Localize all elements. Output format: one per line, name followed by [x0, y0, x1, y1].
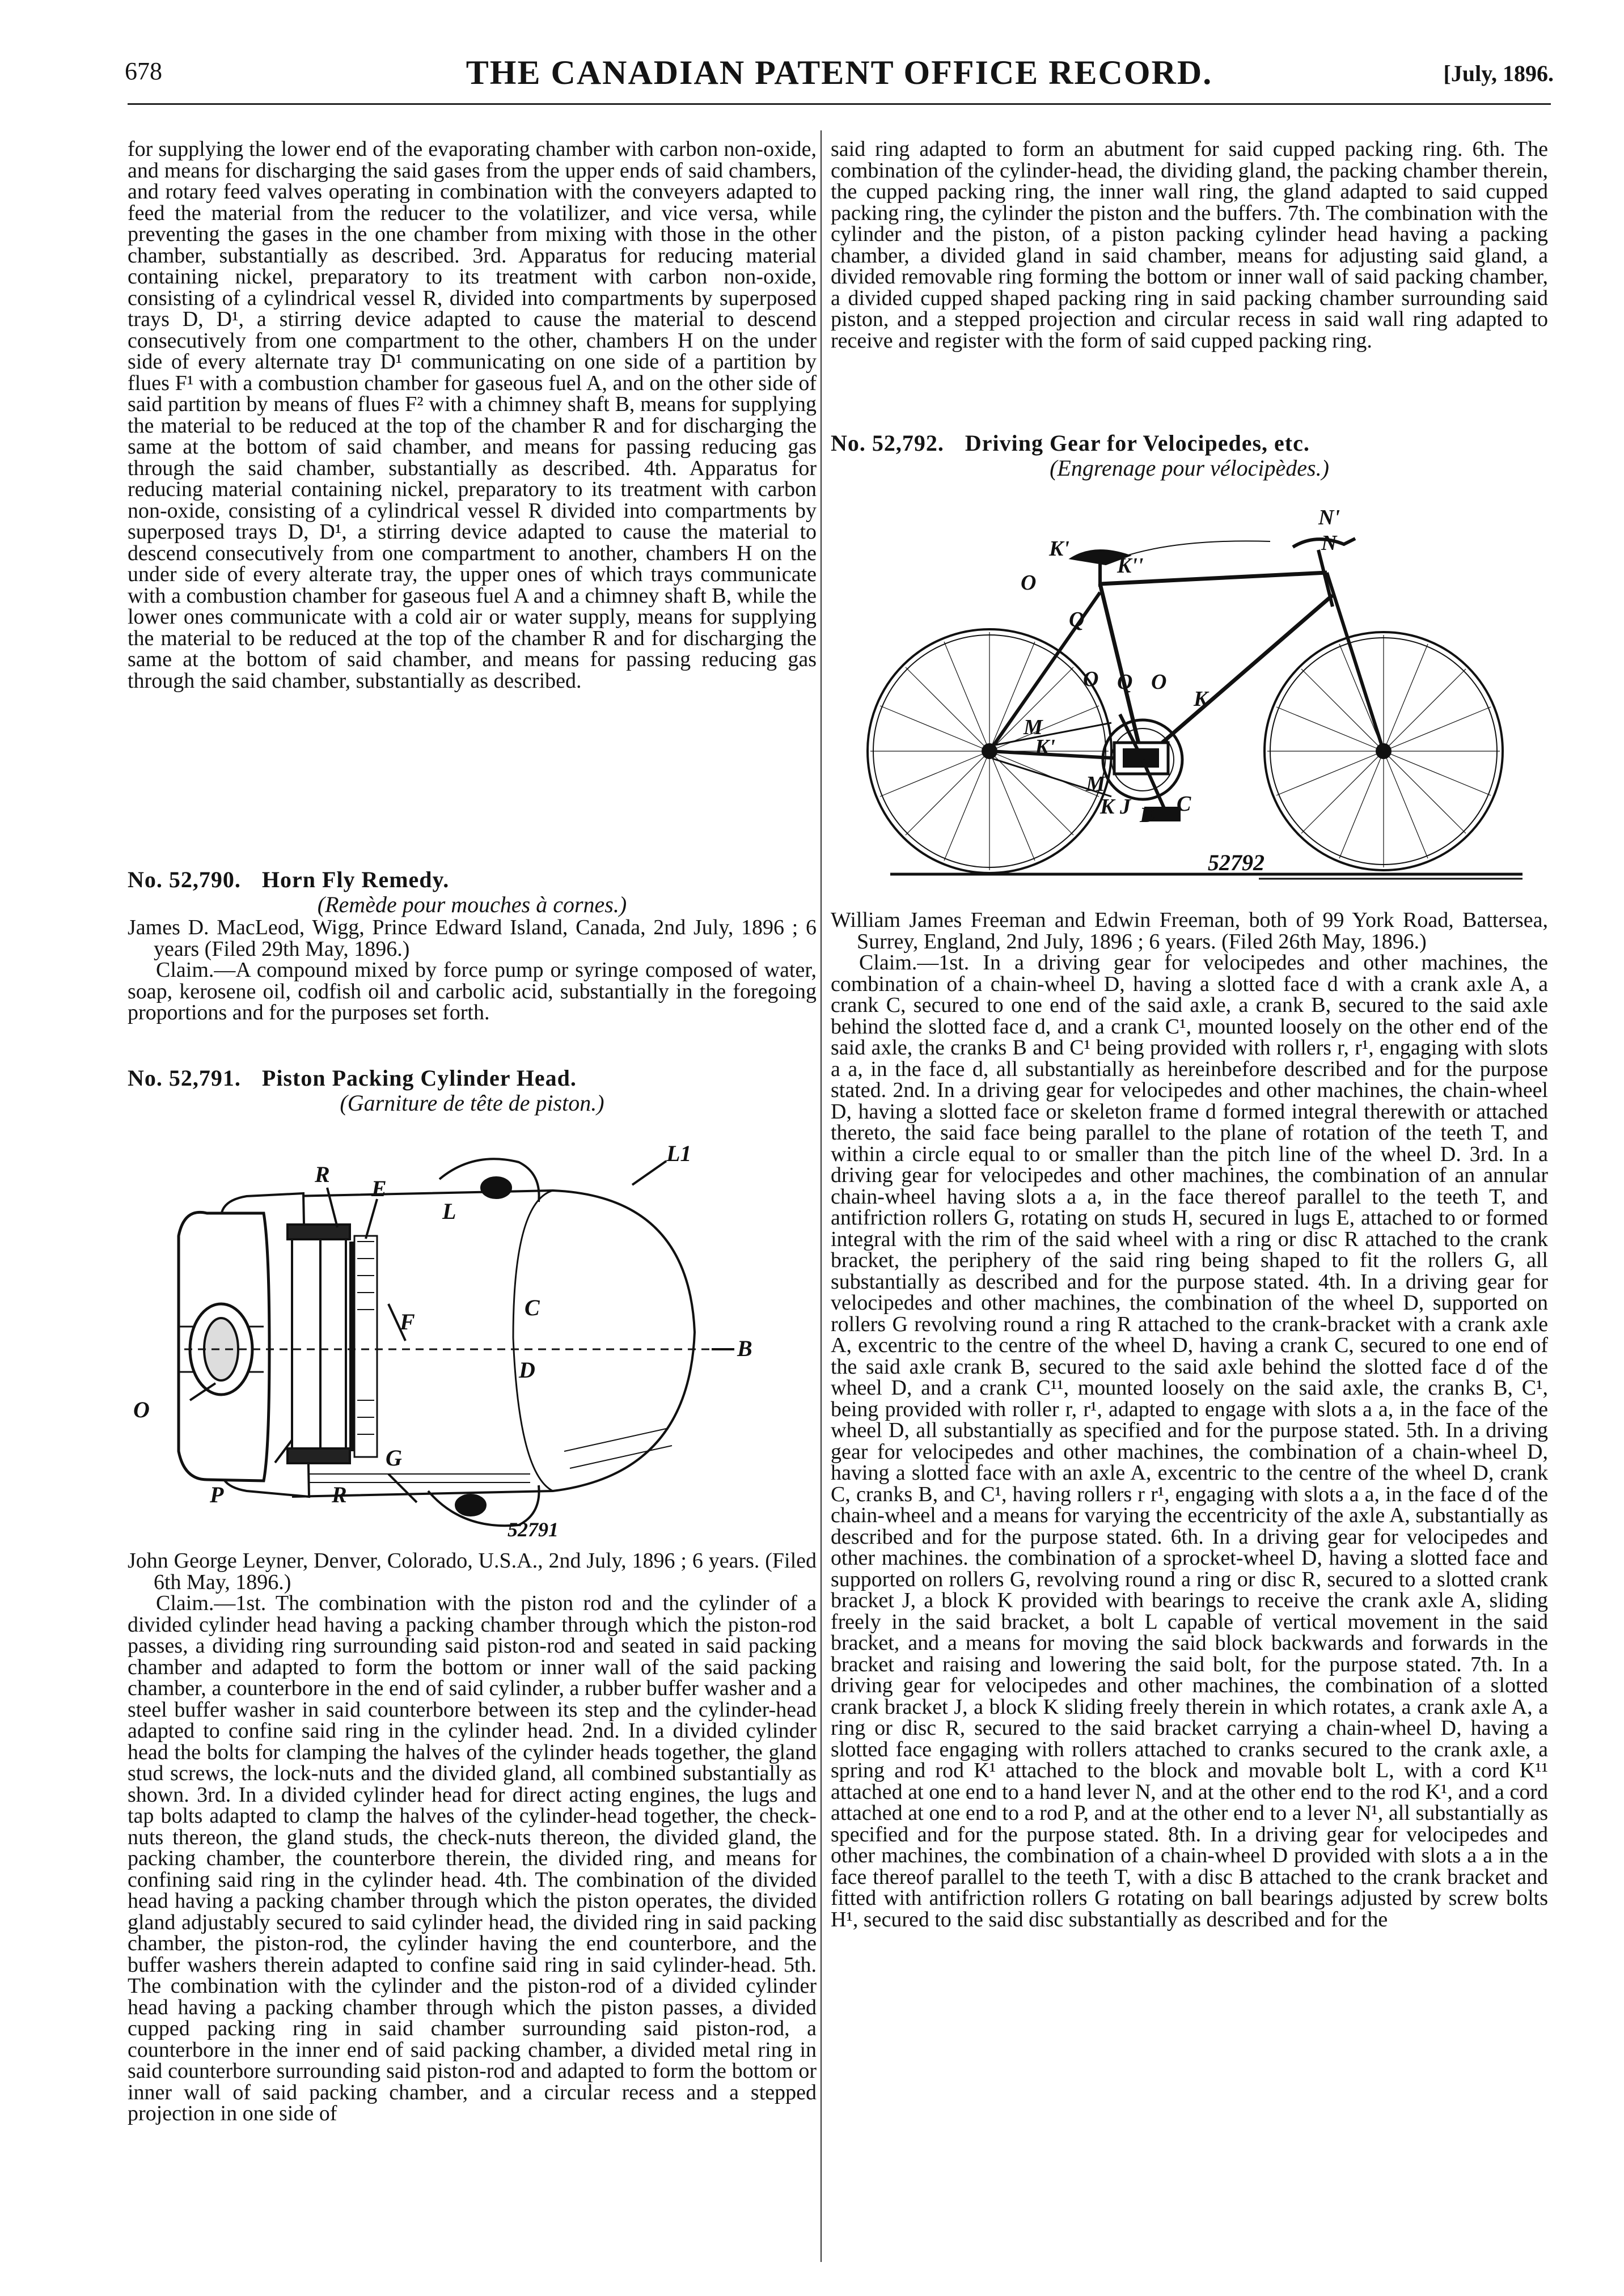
applicant-info: James D. MacLeod, Wigg, Prince Edward Island, Canada, 2nd July, 1896 ; 6 years (Filed 29th May, 1896.) [128, 916, 817, 961]
fig-label-k-prime-lower: K' [1035, 735, 1055, 759]
fig-label-k-prime: K' [1049, 537, 1069, 561]
header-rule [128, 103, 1551, 105]
velocipede-drawing [862, 493, 1531, 901]
fig-label-o-upper: O [1021, 571, 1037, 595]
claim-text: Claim.—1st. In a driving gear for velocipedes and other machines, the combination of a chain-wheel D, having a slotted face d with a crank axle A, a crank C, secured to one end of the said axle, a crank B, secured to the said axle behind the slotted face d, and a crank C¹, mounted loosely on the other end of the said axle, the cranks B and C¹ being provided with rollers r, r¹, engaging with slots a a, in the face d, all substantially as hereinbefore described and for the purpose stated. 2nd. In a driving gear for velocipedes and other machines, the chain-wheel D, having a slotted face or skeleton frame d formed integral therewith or attached thereto, the said face being parallel to the plane of rotation of the teeth T, and within a circle equal to or smaller than the pitch line of the wheel D. 3rd. In a driving gear for velocipedes and other machines, the combination of an annular chain-wheel having slots a a, in the face thereof parallel to the teeth T, and antifriction rollers G, rotating on studs H, secured in lugs E, attached to or formed integral with the rim of the said wheel with a ring or disc R attached to the crank bracket, the periphery of the said ring being shaped to fit the rollers G, all substantially as described and for the purpose stated. 4th. In a driving gear for velocipedes and other machines, the combination of the wheel D, supported on rollers G revolving round a ring R attached to the crank-bracket with a crank axle A, excentric to the centre of the wheel D, having a crank C, secured to one end of the said axle crank B, secured to the said axle behind the slotted face d of the wheel D, and a crank C¹¹, mounted loosely on the said axle, the cranks B, C¹, being provided with roller r, r¹, adapted to engage with slots a a, in the face of the wheel D, all substantially as specified and for the purpose stated. 5th. In a driving gear for velocipedes and other machines, the combination of a chain-wheel D, having a slotted face with an axle A, excentric to the centre of the wheel D, crank C, cranks B, and C¹, having rollers r r¹, engaging with slots a a, in the face d of the chain-wheel and a means for varying the eccentricity of the axle A, substantially as described and for the purpose stated. 6th. In a driving gear for velocipedes and other machines. the combination of a sprocket-wheel D, having a slotted face and supported on rollers G, revolving round a ring or disc R, secured to a slotted crank bracket J, a block K provided with bearings to receive the crank axle A, sliding freely in the said bracket, a bolt L capable of vertical movement in the said bracket, and a means for moving the said block backwards and forwards in the bracket and raising and lowering the said bolt, for the purpose stated. 7th. In a driving gear for velocipedes and other machines, the combination of a slotted crank bracket J, a block K sliding freely therein in which rotates, a crank axle A, a ring or disc R, secured to the said bracket carrying a chain-wheel D, having a slotted face engaging with rollers attached to cranks secured to the crank axle, a spring and rod K¹ attached to the block and movable bolt L, with a cord K¹¹ attached at one end to a hand lever N, and at the other end to the rod K¹, and a cord attached at one end to a rod P, and at the other end to a lever N¹, all substantially as specified and for the purpose stated. 8th. In a driving gear for velocipedes and other machines, the combination of a chain-wheel D provided with slots a a in the face thereof parallel to the teeth T, with a disc B attached to the crank bracket and fitted with antifriction rollers G rotating on ball bearings adjusted by screw bolts H¹, secured to the said disc substantially as described and for the [831, 951, 1548, 1931]
fig-label-p: P [210, 1482, 224, 1507]
fig-label-k-double-prime: K'' [1117, 554, 1144, 578]
entry-heading [831, 431, 1548, 456]
french-title: (Engrenage pour vélocipèdes.) [1050, 455, 1329, 481]
figure-caption: 52792 [1208, 850, 1264, 875]
entry-heading [128, 1066, 817, 1091]
fig-label-r-bottom: R [332, 1482, 347, 1507]
cylinder-head-drawing [122, 1134, 791, 1542]
fig-label-j: J [1120, 795, 1131, 819]
patent-number: No. 52,790. [128, 867, 241, 892]
fig-label-b: B [737, 1336, 752, 1361]
continuation-paragraph: said ring adapted to form an abutment for said cupped packing ring. 6th. The combination of the cylinder-head, the dividing gland, the packing chamber therein, the cupped packing ring, the inner wall ring, the gland adapted to said cupped packing ring, the cylinder the piston and the buffers. 7th. The combination with the cylinder and the piston, of a piston packing cylinder head having a packing chamber, a divided gland in said chamber, means for adjusting said gland, a divided removable ring forming the bottom or inner wall of said packing chamber, a divided cupped shaped packing ring in said packing chamber surrounding said piston, and a stepped projection and circular recess in said wall ring adapted to receive and register with the form of said cupped packing ring. [831, 137, 1548, 353]
column-divider [821, 130, 822, 2262]
patent-number: No. 52,791. [128, 1065, 241, 1091]
page-header [113, 50, 1565, 95]
claim-text: Claim.—A compound mixed by force pump or syringe composed of water, soap, kerosene oil, codfish oil and carbolic acid, substantially in the foregoing proportions and for the purposes set forth. [128, 958, 817, 1024]
figure-caption: 52791 [508, 1518, 559, 1541]
fig-label-m-lower: M [1086, 772, 1105, 796]
fig-label-q-upper: Q [1069, 608, 1085, 632]
continuation-paragraph: for supplying the lower end of the evaporating chamber with carbon non-oxide, and means for discharging the said gases from the upper ends of said chambers, and rotary feed valves operating in combination with the conveyers adapted to feed the material from the reducer to the volatilizer, and vice versa, while preventing the gases in the one chamber from mixing with those in the other chamber, substantially as described. 3rd. Apparatus for reducing material containing nickel, preparatory to its treatment with carbon non-oxide, consisting of a cylindrical vessel R, divided into compartments by superposed trays D, D¹, a stirring device adapted to cause the material to descend consecutively from one compartment to the other, chambers H on the under side of every alternate tray D¹ communicating on one side of a partition by flues F¹ with a combustion chamber for gaseous fuel A, and on the other side of said partition by means of flues F² with a chimney shaft B, means for supplying the material to be reduced at the top of the chamber R and for discharging the same at the bottom of said chamber, and means for passing reducing gas through the said chamber, substantially as described. 4th. Apparatus for reducing material containing nickel, preparatory to its treatment with carbon non-oxide, consisting of a cylindrical vessel R divided into compartments by superposed trays D, D¹, a stirring device adapted to cause the material to descend consecutively from one compartment to another, chambers H on the under side of every alterate tray, the upper ones of which trays communicate with a combustion chamber for gaseous fuel A and a chimney shaft B, while the lower ones communicate with a cold air or water supply, means for supplying the material to be reduced at the top of the chamber R and for discharging the same at the bottom of said chamber, and means for passing reducing gas through the said chamber, substantially as described. [128, 137, 817, 693]
entry-heading [128, 867, 817, 892]
applicant-info: John George Leyner, Denver, Colorado, U.S.A., 2nd July, 1896 ; 6 years. (Filed 6th May, 1896.) [128, 1549, 817, 1594]
patent-entry-52792-body [831, 910, 1548, 1930]
fig-label-o-mid: O [1083, 667, 1099, 691]
left-column-continuation [128, 139, 817, 692]
claim-text: Claim.—1st. The combination with the piston rod and the cylinder of a divided cylinder head having a packing chamber through which the piston-rod passes, a dividing ring surrounding said piston-rod and seated in said packing chamber and adapted to form the bottom or inner wall of the said packing chamber, a counterbore in the end of said cylinder, a rubber buffer washer and a steel buffer washer in said counterbore between its step and the cylinder-head adapted to confine said ring in the cylinder head. 2nd. In a divided cylinder head the bolts for clamping the halves of the cylinder heads together, the gland stud screws, the lock-nuts and the divided gland, all combined substantially as shown. 3rd. In a divided cylinder head for direct acting engines, the lugs and tap bolts adapted to clamp the halves of the cylinder-head together, the check-nuts thereon, the gland studs, the check-nuts thereon, the divided gland, the packing chamber, the counterbore therein, the divided ring, and means for confining said ring in the cylinder head. 4th. The combination of the divided head having a packing chamber through which the piston operates, the divided gland adjustably secured to said cylinder head, the divided ring in said packing chamber, the piston-rod, the cylinder having the end counterbore, and the buffer washers therein adapted to confine said ring in said cylinder-head. 5th. The combination with the cylinder and the piston-rod of a divided cylinder head having a packing chamber through which the piston passes, a divided cupped packing ring in said chamber surrounding said piston-rod, a counterbore in the inner end of said packing chamber, a divided metal ring in said counterbore surrounding said piston-rod and adapted to form the bottom or inner wall of said packing chamber, and a circular recess and a stepped projection in one side of [128, 1591, 817, 2125]
velocipede-figure [862, 493, 1531, 901]
patent-title: Piston Packing Cylinder Head. [261, 1065, 577, 1091]
fig-label-c: C [525, 1295, 540, 1320]
french-title: (Garniture de tête de piston.) [340, 1090, 604, 1116]
patent-title: Horn Fly Remedy. [261, 867, 450, 892]
fig-label-d: D [1140, 803, 1156, 827]
fig-label-k-lower: K [1100, 795, 1115, 819]
issue-date: [July, 1896. [1443, 61, 1554, 86]
patent-entry-52792-heading [831, 431, 1548, 481]
fig-label-m-upper: M [1024, 715, 1043, 739]
fig-label-l1: L1 [666, 1141, 692, 1166]
patent-title: Driving Gear for Velocipedes, etc. [965, 430, 1310, 456]
fig-label-l: L [442, 1198, 456, 1224]
fig-label-d: D [519, 1357, 535, 1383]
fig-label-f: F [400, 1309, 415, 1335]
patent-entry-52790 [128, 867, 817, 1024]
fig-label-n-prime: N' [1318, 506, 1340, 529]
cylinder-head-figure [122, 1134, 791, 1542]
fig-label-o: O [133, 1397, 150, 1422]
patent-entry-52791-body [128, 1551, 817, 2125]
patent-number: No. 52,792. [831, 430, 944, 456]
right-column-continuation [831, 139, 1548, 351]
applicant-info: William James Freeman and Edwin Freeman, both of 99 York Road, Battersea, Surrey, England, 2nd July, 1896 ; 6 years. (Filed 26th May, 1896.) [831, 908, 1548, 954]
journal-title: THE CANADIAN PATENT OFFICE RECORD. [466, 54, 1213, 91]
fig-label-e: E [371, 1176, 387, 1201]
fig-label-r-top: R [315, 1162, 330, 1187]
fig-label-q-mid: Q [1117, 670, 1133, 694]
fig-label-g: G [386, 1445, 402, 1471]
fig-label-n: N [1321, 531, 1337, 555]
fig-label-o-right: O [1151, 670, 1167, 694]
patent-entry-52791-heading [128, 1066, 817, 1116]
fig-label-k-upper: K [1194, 687, 1208, 711]
french-title: (Remède pour mouches à cornes.) [317, 892, 627, 917]
page-number: 678 [125, 57, 162, 85]
fig-label-c: C [1177, 792, 1191, 816]
